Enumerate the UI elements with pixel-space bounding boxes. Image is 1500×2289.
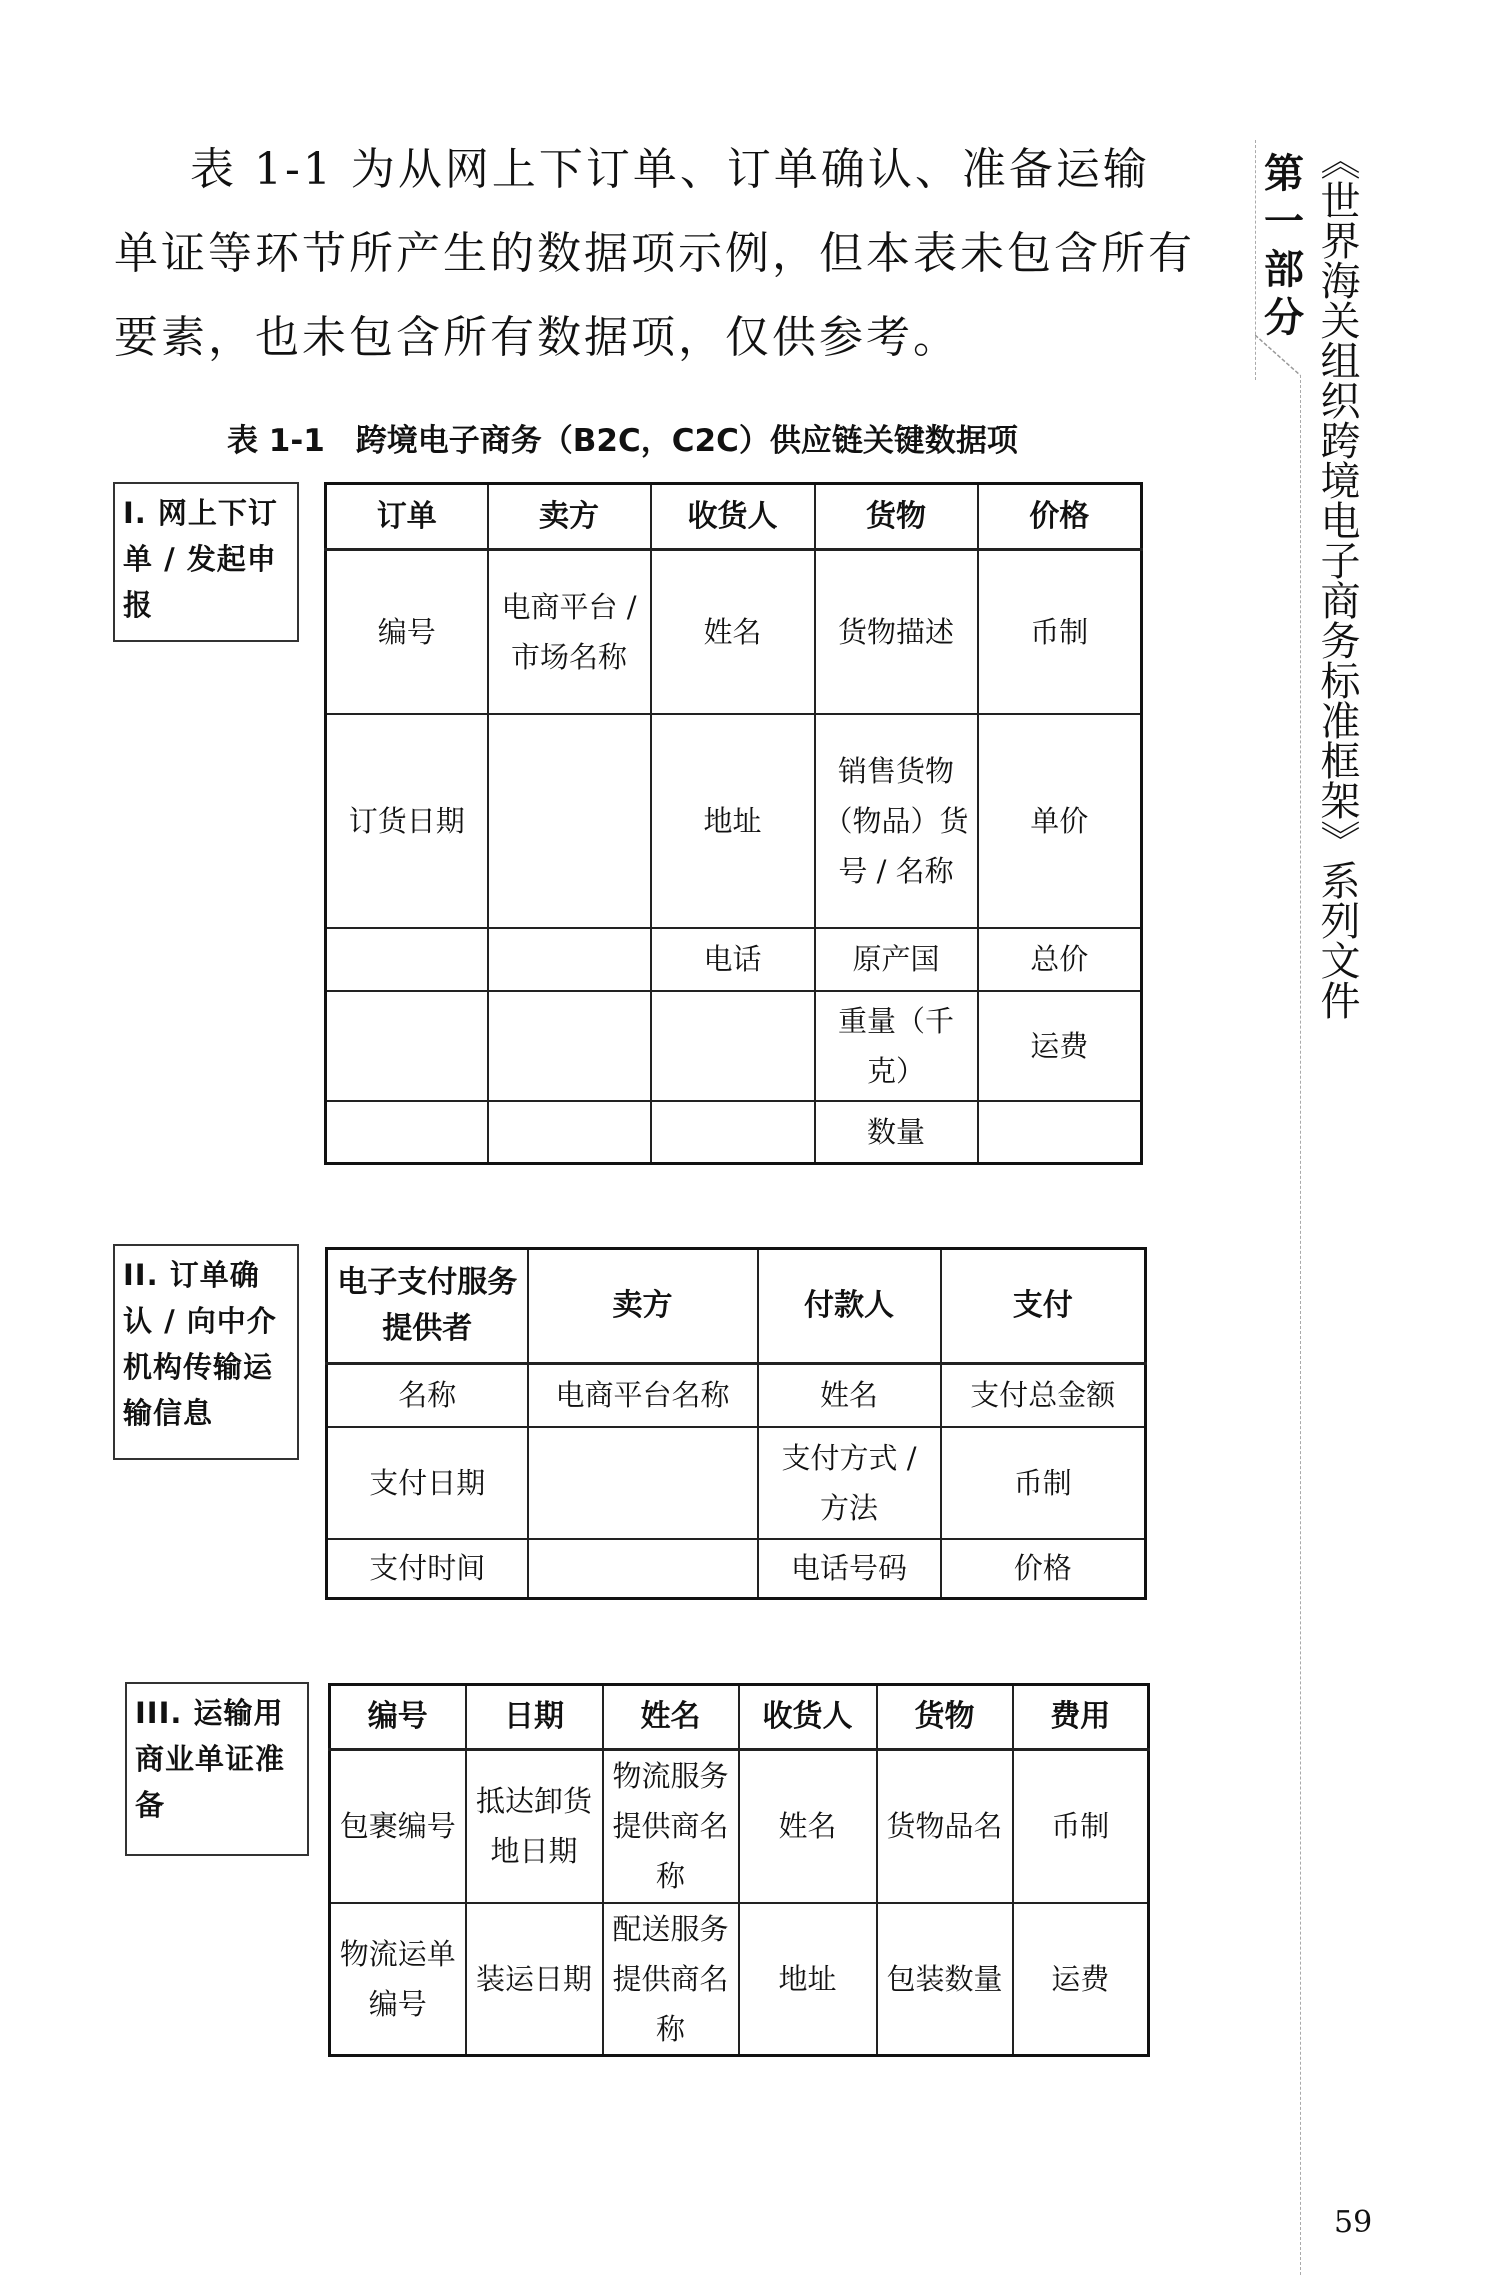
table-cell: 重量（千克） (815, 991, 978, 1101)
table-cell: 运费 (978, 991, 1142, 1101)
table-cell: 电商平台 / 市场名称 (488, 550, 651, 714)
table-cell (488, 714, 651, 928)
table-header-row (326, 484, 1142, 550)
table-row (327, 1364, 1146, 1427)
column-header: 货物 (877, 1685, 1013, 1750)
table-cell: 原产国 (815, 928, 978, 991)
column-header: 卖方 (488, 484, 651, 550)
table-cell (488, 1101, 651, 1164)
column-header: 电子支付服务提供者 (327, 1249, 528, 1364)
table-cell: 电话号码 (758, 1539, 941, 1599)
column-header: 订单 (326, 484, 488, 550)
table-row (330, 1903, 1149, 2056)
table-cell: 编号 (326, 550, 488, 714)
section2-label: II. 订单确认 / 向中介机构传输运输信息 (113, 1244, 299, 1460)
table-cell: 货物描述 (815, 550, 978, 714)
table-cell: 装运日期 (466, 1903, 603, 2056)
table-cell: 物流服务提供商名称 (603, 1750, 739, 1903)
column-header: 收货人 (739, 1685, 877, 1750)
column-header: 卖方 (528, 1249, 758, 1364)
table-cell (326, 1101, 488, 1164)
table-cell (651, 991, 815, 1101)
table-cell: 抵达卸货地日期 (466, 1750, 603, 1903)
table-cell: 地址 (651, 714, 815, 928)
table-cell: 销售货物（物品）货号 / 名称 (815, 714, 978, 928)
table-row (330, 1750, 1149, 1903)
table-cell: 姓名 (758, 1364, 941, 1427)
table-cell: 币制 (1013, 1750, 1149, 1903)
table-cell: 单价 (978, 714, 1142, 928)
table-cell (528, 1427, 758, 1539)
paragraph-line: 要素，也未包含所有数据项，仅供参考。 (114, 312, 960, 363)
section3-label: III. 运输用商业单证准备 (125, 1682, 309, 1856)
table-cell: 地址 (739, 1903, 877, 2056)
table-cell: 支付日期 (327, 1427, 528, 1539)
page-number: 59 (1334, 2205, 1373, 2240)
section1-table (324, 482, 1143, 1165)
section1-label: I. 网上下订单 / 发起申报 (113, 482, 299, 642)
table-cell: 包装数量 (877, 1903, 1013, 2056)
table-row (326, 928, 1142, 991)
table-cell: 货物品名 (877, 1750, 1013, 1903)
table-cell: 姓名 (651, 550, 815, 714)
column-header: 姓名 (603, 1685, 739, 1750)
table-cell: 物流运单编号 (330, 1903, 466, 2056)
table-cell: 支付总金额 (941, 1364, 1146, 1427)
table-cell: 包裹编号 (330, 1750, 466, 1903)
table-cell: 名称 (327, 1364, 528, 1427)
table-row (327, 1539, 1146, 1599)
table-cell: 价格 (941, 1539, 1146, 1599)
intro-paragraph (114, 128, 1195, 380)
section2-table (325, 1247, 1147, 1600)
column-header: 货物 (815, 484, 978, 550)
paragraph-line: 表 1-1 为从网上下订单、订单确认、准备运输 (190, 144, 1150, 195)
column-header: 收货人 (651, 484, 815, 550)
series-title: 《世界海关组织跨境电子商务标准框架》系列文件 (1314, 140, 1360, 1020)
table-cell: 电商平台名称 (528, 1364, 758, 1427)
table-caption: 表 1-1 跨境电子商务（B2C，C2C）供应链关键数据项 (227, 423, 1018, 459)
table-cell (326, 991, 488, 1101)
table-row (327, 1427, 1146, 1539)
table-cell: 姓名 (739, 1750, 877, 1903)
column-header: 支付 (941, 1249, 1146, 1364)
table-cell: 电话 (651, 928, 815, 991)
table-cell (978, 1101, 1142, 1164)
table-cell: 支付时间 (327, 1539, 528, 1599)
table-cell: 订货日期 (326, 714, 488, 928)
column-header: 费用 (1013, 1685, 1149, 1750)
table-cell (488, 991, 651, 1101)
table-header-row (327, 1249, 1146, 1364)
table-cell: 支付方式 / 方法 (758, 1427, 941, 1539)
table-cell (488, 928, 651, 991)
table-cell: 运费 (1013, 1903, 1149, 2056)
part-label: 第一部分 (1264, 150, 1304, 341)
table-cell (651, 1101, 815, 1164)
table-cell: 配送服务提供商名称 (603, 1903, 739, 2056)
column-header: 日期 (466, 1685, 603, 1750)
table-cell (528, 1539, 758, 1599)
column-header: 付款人 (758, 1249, 941, 1364)
table-row (326, 714, 1142, 928)
section3-table (328, 1683, 1150, 2057)
table-cell: 数量 (815, 1101, 978, 1164)
paragraph-line: 单证等环节所产生的数据项示例，但本表未包含所有 (114, 228, 1195, 279)
table-cell (326, 928, 488, 991)
table-cell: 币制 (978, 550, 1142, 714)
table-header-row (330, 1685, 1149, 1750)
table-cell: 币制 (941, 1427, 1146, 1539)
table-row (326, 1101, 1142, 1164)
column-header: 编号 (330, 1685, 466, 1750)
column-header: 价格 (978, 484, 1142, 550)
table-row (326, 550, 1142, 714)
table-cell: 总价 (978, 928, 1142, 991)
divider (1300, 375, 1301, 2275)
table-row (326, 991, 1142, 1101)
